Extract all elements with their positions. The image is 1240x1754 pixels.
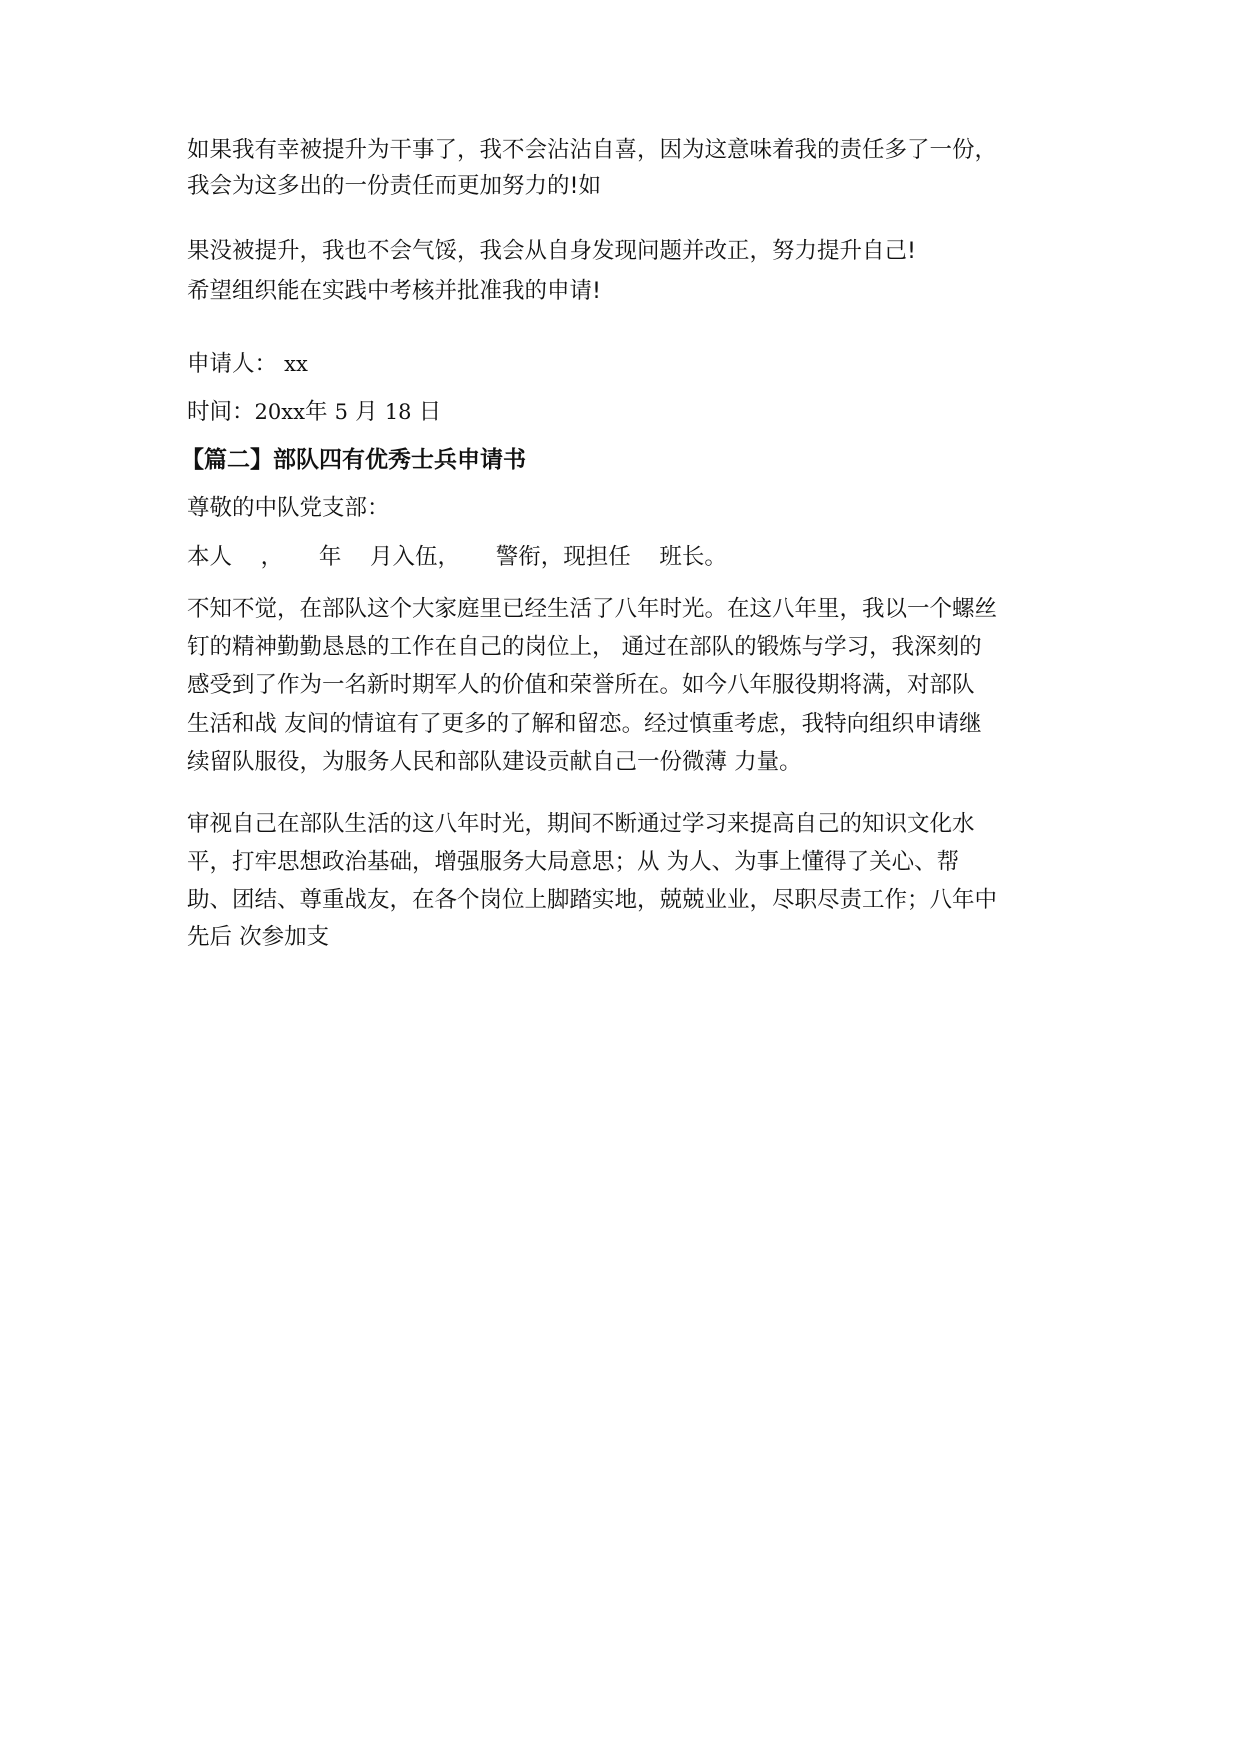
- date-month: 5: [334, 400, 348, 424]
- paragraph-3-line-2: 钉的精神勤勤恳恳的工作在自己的岗位上， 通过在部队的锻炼与学习，我深刻的: [187, 634, 982, 660]
- paragraph-3-line-4: 生活和战 友间的情谊有了更多的了解和留恋。经过慎重考虑，我特向组织申请继: [187, 711, 982, 737]
- paragraph-3-line-5: 续留队服役，为服务人民和部队建设贡献自己一份微薄 力量。: [187, 749, 802, 775]
- paragraph-2-line-2: 希望组织能在实践中考核并批准我的申请!: [187, 278, 602, 304]
- salutation: 尊敬的中队党支部：: [187, 495, 390, 521]
- intro-line: 本人 ， 年 月入伍， 警衔，现担任 班长。: [187, 544, 727, 570]
- date-day-unit: 日: [418, 399, 442, 425]
- date-line: [187, 397, 441, 427]
- date-month-unit: 月: [355, 399, 378, 425]
- paragraph-4-line-3: 助、团结、尊重战友，在各个岗位上脚踏实地，兢兢业业，尽职尽责工作；八年中: [187, 887, 998, 913]
- paragraph-4-line-4: 先后 次参加支: [187, 924, 330, 950]
- paragraph-1-line-2: 我会为这多出的一份责任而更加努力的!如: [187, 173, 602, 199]
- applicant-value: xx: [284, 352, 308, 376]
- applicant-line: [187, 349, 308, 379]
- paragraph-4-line-1: 审视自己在部队生活的这八年时光，期间不断通过学习来提高自己的知识文化水: [187, 811, 975, 837]
- paragraph-2-line-1: 果没被提升，我也不会气馁，我会从自身发现问题并改正，努力提升自己!: [187, 238, 917, 264]
- date-day: 18: [384, 400, 412, 424]
- date-year: 20xx: [254, 400, 305, 424]
- applicant-label: 申请人：: [187, 351, 278, 377]
- date-label: 时间：: [187, 399, 255, 425]
- paragraph-4-line-2: 平，打牢思想政治基础，增强服务大局意思；从 为人、为事上懂得了关心、帮: [187, 849, 960, 875]
- paragraph-3-line-3: 感受到了作为一名新时期军人的价值和荣誉所在。如今八年服役期将满，对部队: [187, 672, 975, 698]
- paragraph-1-line-1: 如果我有幸被提升为干事了，我不会沾沾自喜，因为这意味着我的责任多了一份，: [187, 137, 998, 163]
- section-heading: 【篇二】部队四有优秀士兵申请书: [181, 447, 526, 473]
- paragraph-3-line-1: 不知不觉，在部队这个大家庭里已经生活了八年时光。在这八年里，我以一个螺丝: [187, 596, 998, 622]
- date-year-unit: 年: [304, 399, 328, 425]
